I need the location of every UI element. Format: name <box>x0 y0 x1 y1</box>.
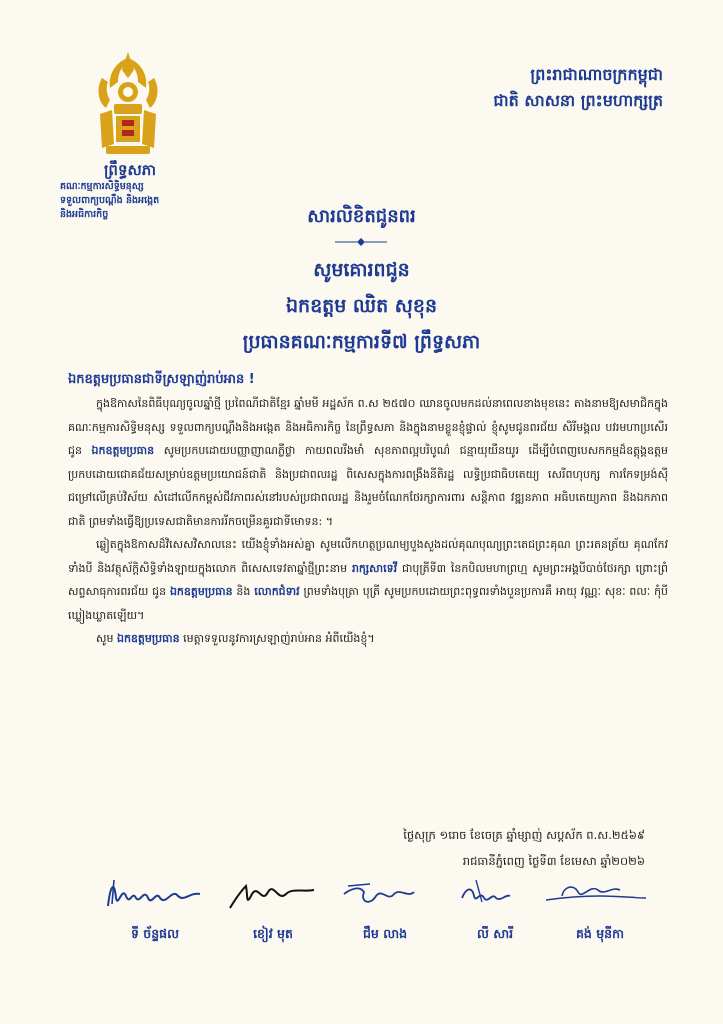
address-block <box>0 252 723 360</box>
paragraph-2-text-e: និង <box>236 585 251 598</box>
address-line-1: សូមគោរពជូន <box>313 259 410 281</box>
signatory-name-1: ទី ច័ន្ទផល <box>131 926 179 941</box>
signatory-name-3: ជឹម លាង <box>362 926 408 941</box>
signatory-name-4: លី សារី <box>476 926 514 941</box>
kingdom-header <box>493 62 663 114</box>
paragraph-2-text-a: ឆ្លៀតក្នុងឱកាសដ៏វិសេសវិសាលនេះ យើងខ្ញុំទាំងអស់គ្នា សូមលើកហត្ថប្រណម្យបួងសួងដល់គុណបុណ្យព្រះតេជព្រះគុណ ព្រះរតនត្រ័យ គុណកែវទាំងបី និងវត្ថុស័ក្ដិសិទ្ធិទាំងឡាយក្នុងលោក ពិសេសទេវតាឆ្នាំថ្មីព្រះនាម <box>68 538 668 575</box>
signature-2 <box>218 868 328 918</box>
salutation: ឯកឧត្តមប្រធានជាទីស្រឡាញ់រាប់អាន ! <box>68 372 255 387</box>
paragraph-2-deity-name: រាក្សសាទេវី <box>351 561 398 575</box>
committee-line-3: និងអធិការកិច្ច <box>60 209 109 220</box>
paragraph-3-recipient: ឯកឧត្តមប្រធាន <box>116 632 180 645</box>
paragraph-3-text-a: សូម <box>96 632 114 645</box>
signature-4 <box>440 868 550 918</box>
lunar-date: ថ្ងៃសុក្រ ១រោច ខែចេត្រ ឆ្នាំម្សាញ់ សប្តស័ក ព.ស.២៥៦៩ <box>403 828 645 842</box>
address-line-2: ឯកឧត្តម ឈិត សុខុន <box>286 295 437 317</box>
title-ornament-icon <box>335 237 387 247</box>
paragraph-2 <box>68 533 668 627</box>
committee-line-1: គណៈកម្មការសិទ្ធិមនុស្ស <box>60 181 144 192</box>
committee-line-2: ទទួលពាក្យបណ្ដឹង និងអង្កេត <box>60 195 160 206</box>
paragraph-1-text-a: ក្នុងឱកាសនៃពិធីបុណ្យចូលឆ្នាំថ្មី ប្រពៃណីជាតិខ្មែរ ឆ្នាំមមី អដ្ឋស័ក ព.ស ២៥៧០ ឈានចូលមកដល់នាពេលខាងមុខនេះ តាងនាមឱ្យសមាជិកក្នុងគណៈកម្មការសិទ្ធិមនុស្ស ទទួលពាក្យបណ្ដឹងនិងអង្កេត និងអធិការកិច្ច នៃព្រឹទ្ធសភា និងក្នុងនាមខ្លួនខ្ញុំផ្ទាល់ ខ្ញុំសូមជូនពរជ័យ សិរីមង្គល បវរមហាប្រសើរ ជូន <box>68 397 668 457</box>
letter-title: សារលិខិតជូនពរ <box>307 206 416 227</box>
signatory-name-5: គង់ មុនីកា <box>576 926 624 941</box>
paragraph-2-recipient: ឯកឧត្តមប្រធាន <box>169 585 233 598</box>
solar-date: រាជធានីភ្នំពេញ ថ្ងៃទី៣ ខែមេសា ឆ្នាំ២០២៦ <box>462 854 645 868</box>
paragraph-2-text-g: ព្រមទាំងបុត្រា បុត្រី សូមប្រកបដោយព្រះពុទ្ធពរទាំងបួនប្រការគឺ អាយុ វណ្ណៈ សុខៈ ពលៈ កុំបីឃ្លៀងឃ្លាតឡើយ។ <box>68 585 669 622</box>
kingdom-line-1: ព្រះរាជាណាចក្រកម្ពុជា <box>530 65 663 84</box>
address-line-3: ប្រធានគណៈកម្មការទី៧ ព្រឹទ្ធសភា <box>242 331 481 353</box>
organization-name: ព្រឹទ្ធសភា <box>103 161 157 179</box>
signature-3 <box>330 868 440 918</box>
paragraph-3-text-c: មេត្តាទទួលនូវការស្រឡាញ់រាប់អាន អំពីយើងខ្ញុំ។ <box>183 632 375 645</box>
letter-body <box>68 368 668 651</box>
signatory-name-2: ខៀវ មុត <box>253 926 293 941</box>
signature-5 <box>540 868 650 918</box>
signature-1 <box>100 868 210 918</box>
paragraph-3 <box>68 627 668 651</box>
kingdom-line-2: ជាតិ សាសនា ព្រះមហាក្សត្រ <box>493 91 663 110</box>
paragraph-1 <box>68 392 668 533</box>
paragraph-1-text-c: សូមប្រកបដោយបញ្ញាញាណភ្លឺថ្លា កាយពលរឹងមាំ សុខភាពល្អបរិបូណ៌ ជន្មាយុយឺនយូរ ដើម្បីបំពេញបេសកកម្មដ៏ឧត្ដុង្គឧត្ដមប្រកបដោយជោគជ័យសម្រាប់ឧត្ដមប្រយោជន៍ជាតិ និងប្រជាពលរដ្ឋ ពិសេសក្នុងការពង្រឹងនីតិរដ្ឋ លទ្ធិប្រជាធិបតេយ្យ សេរីពហុបក្ស ការកែទម្រង់ស៊ីជម្រៅលើគ្រប់វិស័យ សំដៅលើកកម្ពស់ជីវភាពរស់នៅរបស់ប្រជាពលរដ្ឋ និងរួមចំណែកថែរក្សាការពារ សន្តិភាព វឌ្ឍនភាព អធិបតេយ្យភាព និងឯកភាពជាតិ ព្រមទាំងធ្វើឱ្យប្រទេសជាតិមានការរីកចម្រើនគួរជាទីមោទន: ។ <box>68 444 668 528</box>
paragraph-1-recipient: ឯកឧត្តមប្រធាន <box>91 444 155 457</box>
date-block <box>403 822 645 874</box>
paragraph-2-spouse: លោកជំទាវ <box>254 585 300 598</box>
paragraph-2-text-c: ជាបុត្រីទី៣ នៃកបិលមហាព្រហ្ម សូមព្រះអង្គបីបាច់ថែរក្សា ព្រោះព្រំសព្ទសាធុការពរជ័យ ជូន <box>68 561 668 598</box>
senate-emblem <box>88 48 168 158</box>
